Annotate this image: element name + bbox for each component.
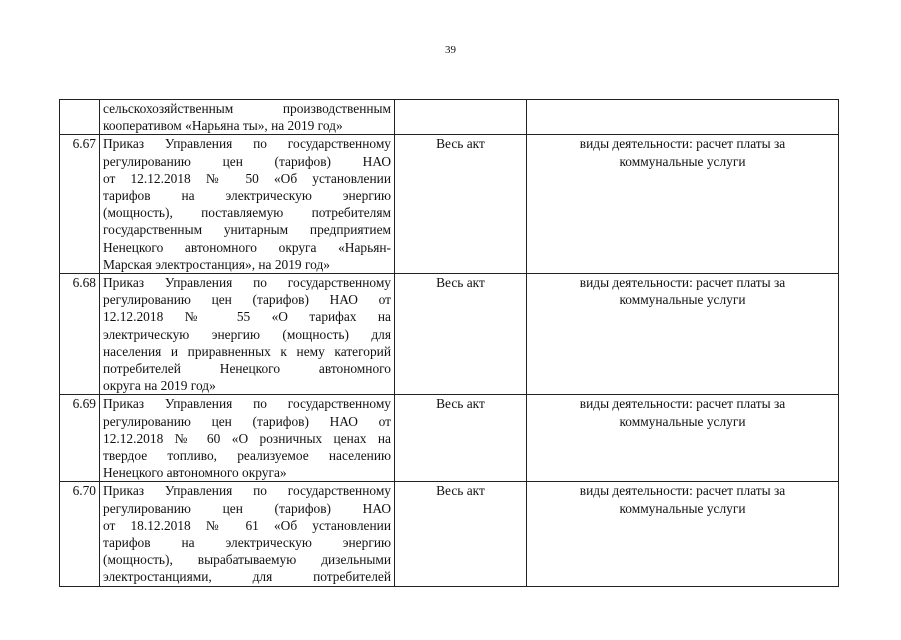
note-cell (527, 135, 839, 274)
table-row-6-70 (60, 482, 839, 586)
scope-cell: Весь акт (395, 482, 527, 586)
note-line: виды деятельности: расчет платы за (579, 483, 786, 499)
act-description-cell (100, 482, 395, 586)
act-description-cell (100, 100, 395, 135)
description-line: населения и приравненных к нему категорий (103, 343, 391, 359)
note-line: виды деятельности: расчет платы за (579, 396, 786, 412)
scope-cell (395, 100, 527, 135)
description-line: тарифов на электрическую энергию (103, 535, 391, 551)
legal-acts-table (59, 99, 839, 587)
scope-cell: Весь акт (395, 395, 527, 482)
note-cell (527, 395, 839, 482)
note-cell (527, 100, 839, 135)
note-line: коммунальные услуги (619, 500, 746, 516)
description-line: от 18.12.2018 № 61 «Об установлении (103, 517, 391, 533)
page-number: 39 (445, 44, 456, 56)
description-line: сельскохозяйственным производственным (103, 101, 391, 116)
description-line: 12.12.2018 № 55 «О тарифах на (103, 309, 391, 325)
table-row-6-67 (60, 135, 839, 274)
description-line: Приказ Управления по государственному (103, 275, 391, 291)
note-line: виды деятельности: расчет платы за (579, 136, 786, 152)
description-line: Ненецкого автономного округа «Нарьян- (103, 239, 391, 255)
scope-cell: Весь акт (395, 274, 527, 395)
row-number: 6.68 (60, 274, 100, 395)
description-line: Приказ Управления по государственному (103, 483, 391, 499)
description-line: 12.12.2018 № 60 «О розничных ценах на (103, 430, 391, 446)
row-number: 6.67 (60, 135, 100, 274)
description-line: (мощность), вырабатываемую дизельными (103, 552, 391, 568)
description-line: тарифов на электрическую энергию (103, 188, 391, 204)
table-row-6-68 (60, 274, 839, 395)
description-line: кооперативом «Нарьяна ты», на 2019 год» (103, 118, 343, 134)
act-description-cell (100, 135, 395, 274)
description-line: государственным унитарным предприятием (103, 222, 391, 238)
note-line: виды деятельности: расчет платы за (579, 275, 786, 291)
description-line: регулированию цен (тарифов) НАО (103, 500, 391, 516)
table-row-continuation (60, 100, 839, 135)
description-line: Приказ Управления по государственному (103, 396, 391, 412)
description-line: регулированию цен (тарифов) НАО от (103, 292, 391, 308)
description-line: (мощность), поставляемую потребителям (103, 205, 391, 221)
act-description-cell (100, 274, 395, 395)
note-line: коммунальные услуги (619, 413, 746, 429)
description-line: Ненецкого автономного округа» (103, 465, 287, 481)
description-line: электростанциями, для потребителей (103, 569, 391, 585)
note-line: коммунальные услуги (619, 292, 746, 308)
description-line: регулированию цен (тарифов) НАО от (103, 413, 391, 429)
note-cell (527, 482, 839, 586)
scope-cell: Весь акт (395, 135, 527, 274)
description-line: электрическую энергию (мощность) для (103, 326, 391, 342)
act-description-cell (100, 395, 395, 482)
description-line: регулированию цен (тарифов) НАО (103, 153, 391, 169)
description-line: Приказ Управления по государственному (103, 136, 391, 152)
row-number: 6.69 (60, 395, 100, 482)
description-line: округа на 2019 год» (103, 378, 216, 394)
description-line: потребителей Ненецкого автономного (103, 361, 391, 377)
row-number-cell (60, 100, 100, 135)
row-number: 6.70 (60, 482, 100, 586)
description-line: от 12.12.2018 № 50 «Об установлении (103, 170, 391, 186)
description-line: твердое топливо, реализуемое населению (103, 448, 391, 464)
table-row-6-69 (60, 395, 839, 482)
description-line: Марская электростанция», на 2019 год» (103, 256, 330, 272)
note-line: коммунальные услуги (619, 153, 746, 169)
note-cell (527, 274, 839, 395)
